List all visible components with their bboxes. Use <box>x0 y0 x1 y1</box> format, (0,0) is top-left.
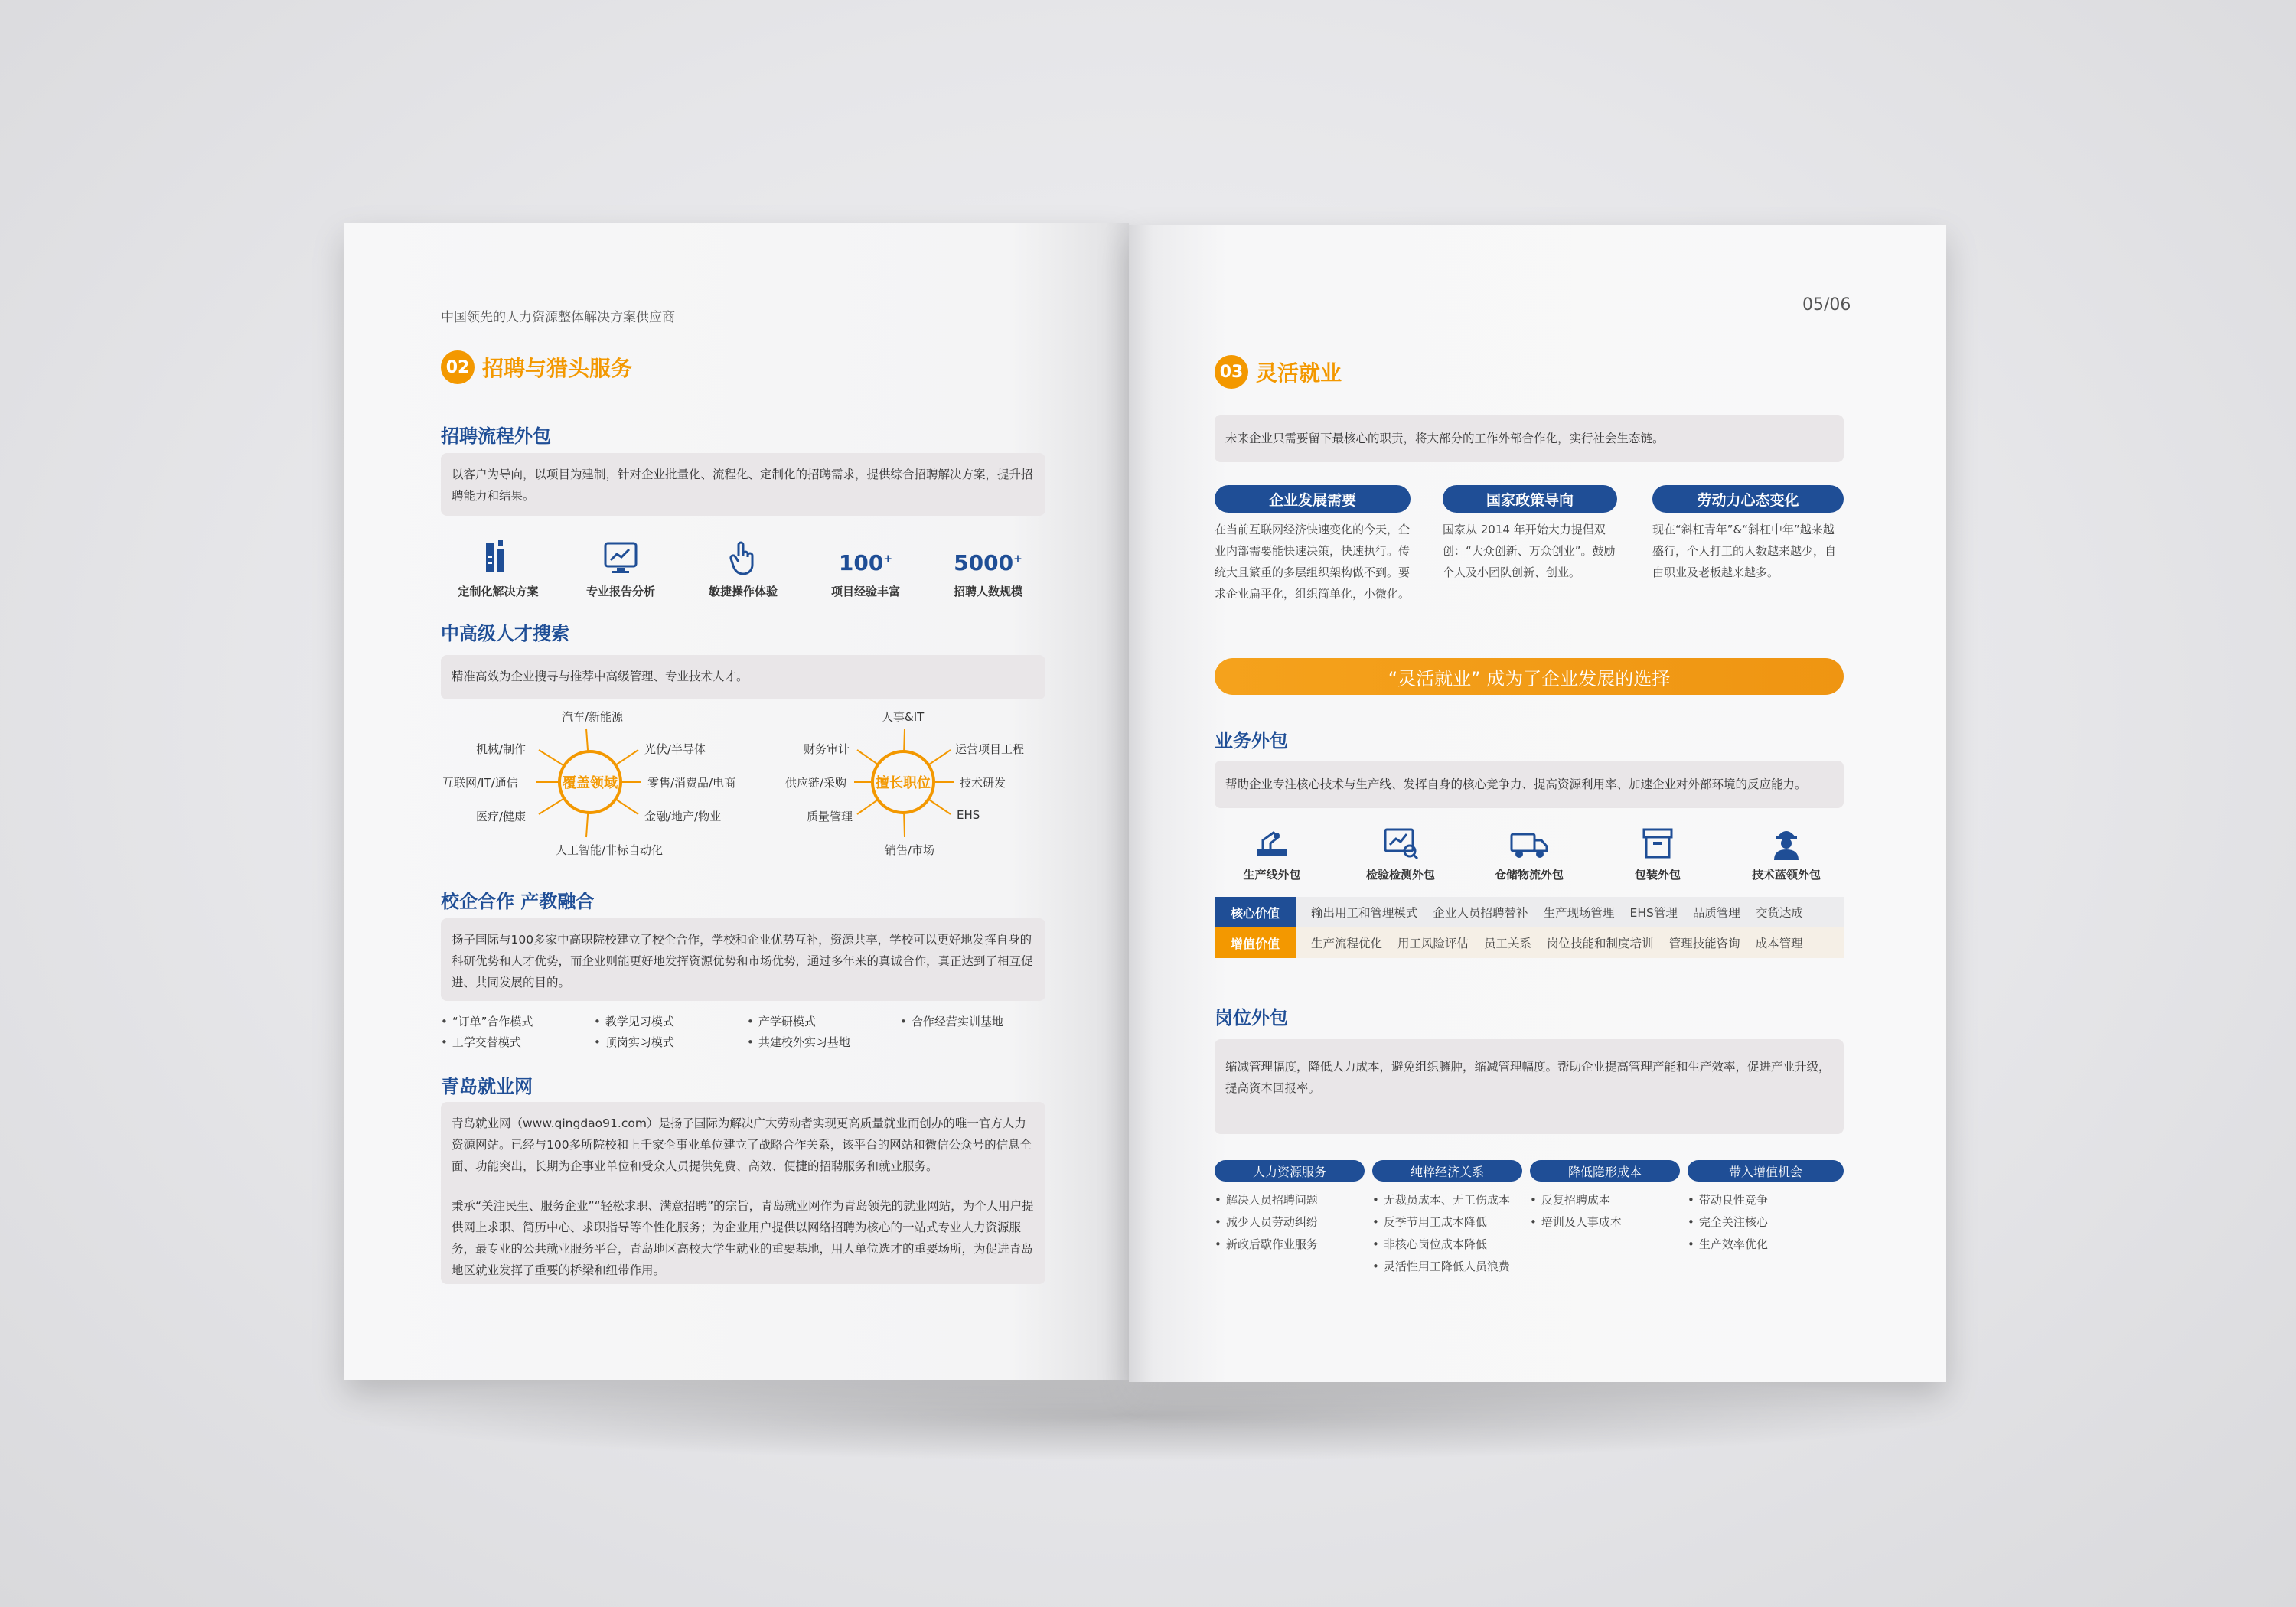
qingdao-title: 青岛就业网 <box>441 1076 533 1097</box>
inspection-icon <box>1382 826 1419 860</box>
service-label: 技术蓝领外包 <box>1751 868 1821 882</box>
service-item <box>1215 822 1329 882</box>
report-analysis-icon <box>603 540 638 575</box>
section-title: 灵活就业 <box>1256 360 1342 386</box>
headhunt-title: 中高级人才搜索 <box>441 623 569 644</box>
post-title: 岗位外包 <box>1215 1007 1288 1028</box>
benefit-list <box>1215 1189 1365 1256</box>
feature-item <box>686 536 801 599</box>
feature-label: 专业报告分析 <box>585 585 655 598</box>
school-mode: • 工学交替模式 <box>441 1034 594 1050</box>
driver-title: 企业发展需要 <box>1215 485 1411 513</box>
qingdao-paragraph-2: 秉承“关注民生、服务企业”“轻松求职、满意招聘”的宗旨，青岛就业网作为青岛领先的就业网站，为个人用户提供网上求职、简历中心、求职指导等个性化服务；为企业用户提供以网络招聘为核心的一站式专业人力资源服务，最专业的公共就业服务平台，青岛地区高校大学生就业的重要基地，用人单位选才的重要场所，为促进青岛地区就业发挥了重要的桥梁和纽带作用。 <box>452 1199 1034 1277</box>
school-mode: • 产学研模式 <box>747 1013 900 1029</box>
drivers-row <box>1215 485 1844 646</box>
driver-text: 在当前互联网经济快速变化的今天，企业内部需要能快速决策，快速执行。传统大且繁重的多层组织架构做不到。要求企业扁平化，组织简单化，小微化。 <box>1215 523 1411 601</box>
recruit-title: 招聘流程外包 <box>441 425 551 447</box>
benefit-list <box>1530 1189 1680 1234</box>
benefit-column <box>1215 1160 1365 1256</box>
feature-item <box>563 536 678 599</box>
benefit-item: • 新政后歇作业服务 <box>1215 1234 1365 1256</box>
benefit-item: • 减少人员劳动纠纷 <box>1215 1211 1365 1234</box>
school-mode: • 合作经营实训基地 <box>900 1013 1053 1029</box>
feature-item <box>441 536 556 599</box>
benefit-title: 纯粹经济关系 <box>1372 1160 1522 1182</box>
position-item: EHS <box>957 808 980 822</box>
benefit-column <box>1688 1160 1844 1256</box>
benefit-column <box>1372 1160 1522 1278</box>
section-heading <box>1215 355 1342 389</box>
school-mode: • “订单”合作模式 <box>441 1013 594 1029</box>
coverage-item: 光伏/半导体 <box>644 742 706 756</box>
driver-card <box>1215 485 1411 605</box>
benefit-item: • 灵活性用工降低人员浪费 <box>1372 1256 1522 1278</box>
added-value-item: 生产流程优化 <box>1311 937 1383 950</box>
added-value-tag: 增值价值 <box>1215 927 1296 958</box>
stat-number: 100+ <box>838 550 893 575</box>
driver-card <box>1652 485 1844 583</box>
driver-text: 现在“斜杠青年”&“斜杠中年”越来越盛行，个人打工的人数越来越少，自由职业及老板越来越多。 <box>1652 523 1837 579</box>
benefit-title: 带入增值机会 <box>1688 1160 1844 1182</box>
position-item: 财务审计 <box>804 742 850 756</box>
headhunt-desc: 精准高效为企业搜寻与推荐中高级管理、专业技术人才。 <box>441 655 1045 699</box>
core-value-item: 输出用工和管理模式 <box>1311 906 1418 920</box>
driver-text: 国家从 2014 年开始大力提倡双创：“大众创新、万众创业”。鼓励个人及小团队创新、创业。 <box>1443 523 1616 579</box>
benefit-title: 人力资源服务 <box>1215 1160 1365 1182</box>
service-item <box>1729 822 1844 882</box>
service-label: 包装外包 <box>1634 868 1681 882</box>
added-value-item: 成本管理 <box>1755 937 1803 950</box>
feature-label: 招聘人数规模 <box>953 585 1022 598</box>
package-box-icon <box>1641 826 1675 860</box>
core-value-item: 品质管理 <box>1692 906 1740 920</box>
feature-label: 敏捷操作体验 <box>708 585 778 598</box>
service-label: 检验检测外包 <box>1365 868 1435 882</box>
position-item: 技术研发 <box>960 776 1006 790</box>
coverage-center: 覆盖领域 <box>558 750 622 814</box>
driver-title: 劳动力心态变化 <box>1652 485 1844 513</box>
positions-mindmap <box>773 706 1064 859</box>
section-number: 03 <box>1215 355 1248 389</box>
benefit-item: • 反复招聘成本 <box>1530 1189 1680 1211</box>
feature-item <box>931 536 1045 599</box>
school-mode: • 教学见习模式 <box>594 1013 747 1029</box>
intro-box: 未来企业只需要留下最核心的职责，将大部分的工作外部合作化，实行社会生态链。 <box>1215 415 1844 462</box>
positions-center: 擅长职位 <box>871 750 935 814</box>
benefit-list <box>1688 1189 1844 1256</box>
core-value-items <box>1296 904 1803 921</box>
service-item <box>1343 822 1458 882</box>
position-item: 供应链/采购 <box>785 776 847 790</box>
section-title: 招聘与猎头服务 <box>482 356 633 381</box>
position-item: 质量管理 <box>807 810 853 823</box>
coverage-item: 人工智能/非标自动化 <box>556 843 664 857</box>
production-line-icon <box>1254 826 1290 860</box>
biz-desc: 帮助企业专注核心技术与生产线、发挥自身的核心竞争力、提高资源利用率、加速企业对外部环境的反应能力。 <box>1215 761 1844 808</box>
feature-item <box>808 536 923 599</box>
qingdao-paragraph-1: 青岛就业网（www.qingdao91.com）是扬子国际为解决广大劳动者实现更高质量就业而创办的唯一官方人力资源网站。已经与100多所院校和上千家企事业单位建立了战略合作关系，该平台的网站和微信公众号的信息全面、功能突出，长期为企事业单位和受众人员提供免费、高效、便捷的招聘服务和就业服务。 <box>452 1116 1032 1173</box>
added-value-items <box>1296 934 1803 951</box>
driver-card <box>1443 485 1617 583</box>
coverage-item: 医疗/健康 <box>476 810 527 823</box>
core-value-row <box>1215 897 1844 927</box>
benefit-item: • 带动良性竞争 <box>1688 1189 1844 1211</box>
post-desc: 缩减管理幅度，降低人力成本，避免组织臃肿，缩减管理幅度。帮助企业提高管理产能和生产效率，促进产业升级，提高资本回报率。 <box>1215 1039 1844 1134</box>
page-header: 中国领先的人力资源整体解决方案供应商 <box>441 310 675 325</box>
service-label: 仓储物流外包 <box>1494 868 1564 882</box>
custom-solution-icon <box>483 539 514 575</box>
added-value-item: 管理技能咨询 <box>1668 937 1740 950</box>
position-item: 运营项目工程 <box>955 742 1025 756</box>
added-value-item: 员工关系 <box>1484 937 1532 950</box>
right-page <box>1129 225 1946 1382</box>
school-modes <box>441 1013 1053 1050</box>
feature-label: 定制化解决方案 <box>458 585 539 598</box>
touch-icon <box>728 539 758 575</box>
coverage-item: 机械/制作 <box>476 742 527 756</box>
core-value-item: EHS管理 <box>1629 906 1678 920</box>
added-value-row <box>1215 927 1844 958</box>
technician-icon <box>1769 825 1803 860</box>
recruit-desc: 以客户为导向，以项目为建制，针对企业批量化、流程化、定制化的招聘需求，提供综合招聘解决方案，提升招聘能力和结果。 <box>441 453 1045 516</box>
logistics-truck-icon <box>1509 830 1549 860</box>
section-heading <box>441 350 632 384</box>
benefit-item: • 完全关注核心 <box>1688 1211 1844 1234</box>
benefit-item: • 反季节用工成本降低 <box>1372 1211 1522 1234</box>
coverage-item: 金融/地产/物业 <box>644 810 722 823</box>
core-value-tag: 核心价值 <box>1215 897 1296 927</box>
coverage-item: 零售/消费品/电商 <box>647 776 736 790</box>
benefit-column <box>1530 1160 1680 1234</box>
added-value-item: 用工风险评估 <box>1397 937 1469 950</box>
benefit-item: • 无裁员成本、无工伤成本 <box>1372 1189 1522 1211</box>
benefit-item: • 解决人员招聘问题 <box>1215 1189 1365 1211</box>
school-mode: • 共建校外实习基地 <box>747 1034 900 1050</box>
school-mode: • 顶岗实习模式 <box>594 1034 747 1050</box>
coverage-item: 互联网/IT/通信 <box>442 776 518 790</box>
benefit-item: • 生产效率优化 <box>1688 1234 1844 1256</box>
benefit-item: • 非核心岗位成本降低 <box>1372 1234 1522 1256</box>
core-value-item: 生产现场管理 <box>1543 906 1615 920</box>
coverage-mindmap <box>441 706 747 859</box>
added-value-item: 岗位技能和制度培训 <box>1547 937 1654 950</box>
school-desc: 扬子国际与100多家中高职院校建立了校企合作，学校和企业优势互补，资源共享，学校可以更好地发挥自身的科研优势和人才优势，而企业则能更好地发挥资源优势和市场优势，通过多年来的真诚合作，真正达到了相互促进、共同发展的目的。 <box>441 918 1045 1001</box>
feature-label: 项目经验丰富 <box>830 585 900 598</box>
biz-services <box>1215 822 1844 882</box>
section-number: 02 <box>441 350 475 384</box>
benefit-title: 降低隐形成本 <box>1530 1160 1680 1182</box>
school-title: 校企合作 产教融合 <box>441 891 595 912</box>
service-item <box>1472 822 1587 882</box>
stat-number: 5000+ <box>954 550 1022 575</box>
choice-banner: “灵活就业” 成为了企业发展的选择 <box>1215 658 1844 695</box>
core-value-item: 交货达成 <box>1755 906 1803 920</box>
driver-title: 国家政策导向 <box>1443 485 1617 513</box>
service-label: 生产线外包 <box>1243 868 1301 882</box>
position-item: 人事&IT <box>882 710 925 724</box>
benefit-list <box>1372 1189 1522 1278</box>
core-value-item: 企业人员招聘替补 <box>1433 906 1528 920</box>
service-item <box>1600 822 1715 882</box>
benefit-item: • 培训及人事成本 <box>1530 1211 1680 1234</box>
qingdao-desc <box>441 1102 1045 1284</box>
value-table <box>1215 897 1844 958</box>
brochure-shadow <box>344 1370 1952 1462</box>
page-number: 05/06 <box>1802 295 1851 315</box>
left-page <box>344 223 1129 1380</box>
position-item: 销售/市场 <box>885 843 935 857</box>
biz-title: 业务外包 <box>1215 730 1288 751</box>
coverage-item: 汽车/新能源 <box>562 710 624 724</box>
recruit-features <box>441 536 1045 599</box>
